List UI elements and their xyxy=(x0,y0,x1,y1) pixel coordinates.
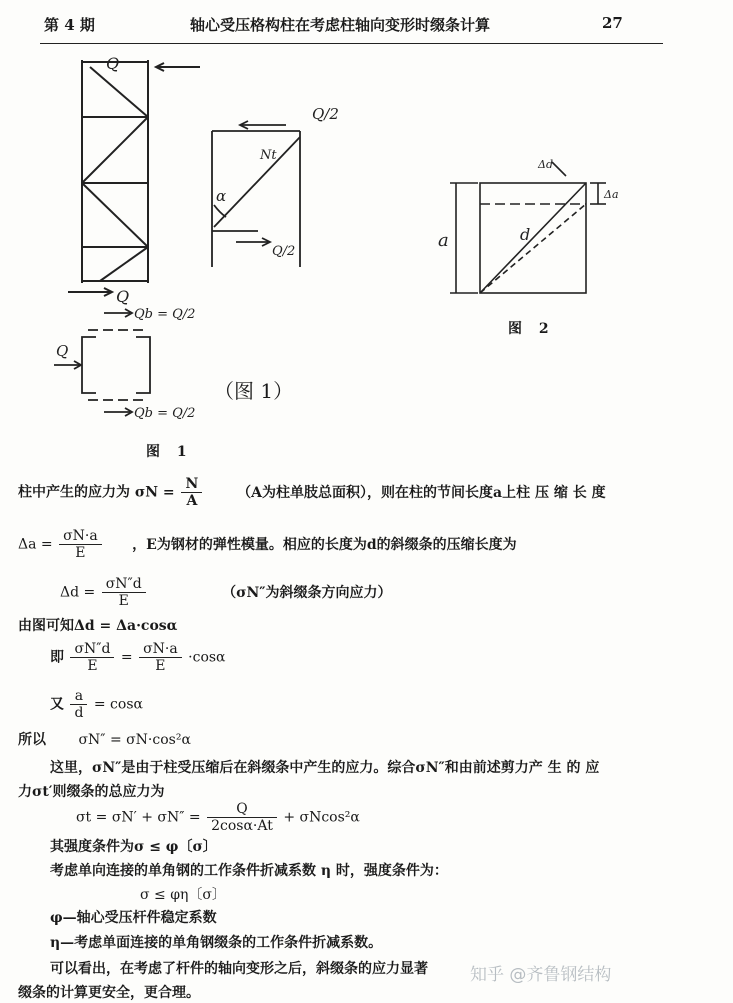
label-alpha: α xyxy=(216,187,227,205)
figure1-free-body xyxy=(200,95,339,275)
equality-suffix: ·cosα xyxy=(188,649,226,666)
fraction-denominator: E xyxy=(118,593,129,609)
label-a: a xyxy=(438,230,449,251)
figure1-handwritten-caption: （图 1） xyxy=(214,379,294,403)
fraction-denominator: d xyxy=(74,705,84,721)
fraction-numerator: N xyxy=(181,476,202,493)
geometric-relation: 由图可知Δd = Δa·cosα xyxy=(18,618,178,634)
stress-explanation: （A为柱单肢总面积），则在柱的节间长度a上柱 压 缩 长 度 xyxy=(237,484,606,501)
label-qb-bottom: Qb = Q/2 xyxy=(134,406,196,421)
page-number: 27 xyxy=(602,14,623,32)
cosine-suffix: = cosα xyxy=(93,696,143,713)
result-prefix: 所以 xyxy=(18,732,46,748)
label-delta-a: Δa xyxy=(604,188,619,201)
strength-condition: 其强度条件为σ ≤ φ〔σ〕 xyxy=(50,839,217,855)
n-over-a xyxy=(181,476,202,509)
watermark: 知乎 @齐鲁钢结构 xyxy=(470,965,612,985)
equality-fraction-left xyxy=(70,641,114,674)
fraction-numerator: σN·a xyxy=(139,641,182,658)
fraction-numerator: Q xyxy=(207,801,277,818)
cosine-line xyxy=(50,688,143,721)
equality-prefix: 即 xyxy=(50,649,64,666)
phi-definition: φ—轴心受压杆件稳定系数 xyxy=(50,910,217,926)
running-title: 轴心受压格构柱在考虑柱轴向变形时缀条计算 xyxy=(190,16,491,34)
q-over-2cos xyxy=(207,801,277,834)
cosine-prefix: 又 xyxy=(50,696,64,713)
stress-intro: 柱中产生的应力为 σN = xyxy=(18,484,175,501)
delta-a-line xyxy=(18,528,517,561)
delta-d-fraction xyxy=(102,576,146,609)
label-q-bottom: Q xyxy=(116,287,130,306)
fraction-numerator: a xyxy=(70,688,87,705)
fraction-denominator: E xyxy=(155,658,166,674)
fraction-denominator: A xyxy=(186,493,198,509)
figure1-cross-section xyxy=(50,300,220,430)
result-formula: σN″ = σN·cos²α xyxy=(78,732,191,748)
figure2-panel-geometry xyxy=(420,150,620,305)
total-stress-lhs: σt = σN′ + σN″ = xyxy=(76,809,201,826)
label-delta-d: Δd xyxy=(538,158,553,171)
issue-number: 第 4 期 xyxy=(44,16,95,34)
total-stress-line xyxy=(76,801,360,834)
fraction-denominator: E xyxy=(87,658,98,674)
label-nt: Nt xyxy=(260,148,277,163)
conclusion-line-2: 缀条的计算更安全，更合理。 xyxy=(18,985,200,1001)
figure2-caption: 图 2 xyxy=(508,321,555,337)
delta-a-explanation: ，E为钢材的弹性模量。相应的长度为d的斜缀条的压缩长度为 xyxy=(132,536,517,553)
figure1-caption: 图 1 xyxy=(146,444,193,460)
a-over-d xyxy=(70,688,87,721)
delta-a-fraction xyxy=(59,528,102,561)
fraction-denominator: E xyxy=(75,545,86,561)
delta-a-lhs: Δa = xyxy=(18,536,53,553)
label-d: d xyxy=(520,225,531,244)
label-q-top: Q xyxy=(106,54,120,73)
fraction-denominator: 2cosα·At xyxy=(211,818,273,834)
figure1-truss-column xyxy=(60,55,180,305)
reduced-strength-condition: σ ≤ φη〔σ〕 xyxy=(140,887,226,903)
stress-formula-line xyxy=(18,476,606,509)
label-qb-top: Qb = Q/2 xyxy=(134,307,196,322)
label-q-half-bottom: Q/2 xyxy=(272,244,296,259)
delta-d-explanation: （σN″为斜缀条方向应力） xyxy=(222,584,392,601)
fraction-numerator: σN·a xyxy=(59,528,102,545)
paragraph-line-2: 力σt′则缀条的总应力为 xyxy=(18,784,165,800)
paragraph-line-1: 这里，σN″是由于柱受压缩后在斜缀条中产生的应力。综合σN″和由前述剪力产 生 的 应 xyxy=(50,760,600,776)
fraction-numerator: σN″d xyxy=(70,641,114,658)
delta-d-lhs: Δd = xyxy=(60,584,96,601)
total-stress-rhs: + σNcos²α xyxy=(283,809,360,826)
reduction-factor-note: 考虑单向连接的单角钢的工作条件折减系数 η 时，强度条件为： xyxy=(50,863,448,879)
delta-d-line xyxy=(60,576,392,609)
eta-definition: η—考虑单面连接的单角钢缀条的工作条件折减系数。 xyxy=(50,935,383,951)
fraction-numerator: σN″d xyxy=(102,576,146,593)
result-line xyxy=(18,729,191,749)
conclusion-line-1: 可以看出，在考虑了杆件的轴向变形之后，斜缀条的应力显著 xyxy=(50,961,428,977)
equality-line xyxy=(50,641,226,674)
equality-sign: = xyxy=(120,649,133,666)
label-q-half-top: Q/2 xyxy=(312,105,339,123)
equality-fraction-right xyxy=(139,641,182,674)
header-rule xyxy=(40,43,663,44)
label-q-left: Q xyxy=(56,342,69,360)
